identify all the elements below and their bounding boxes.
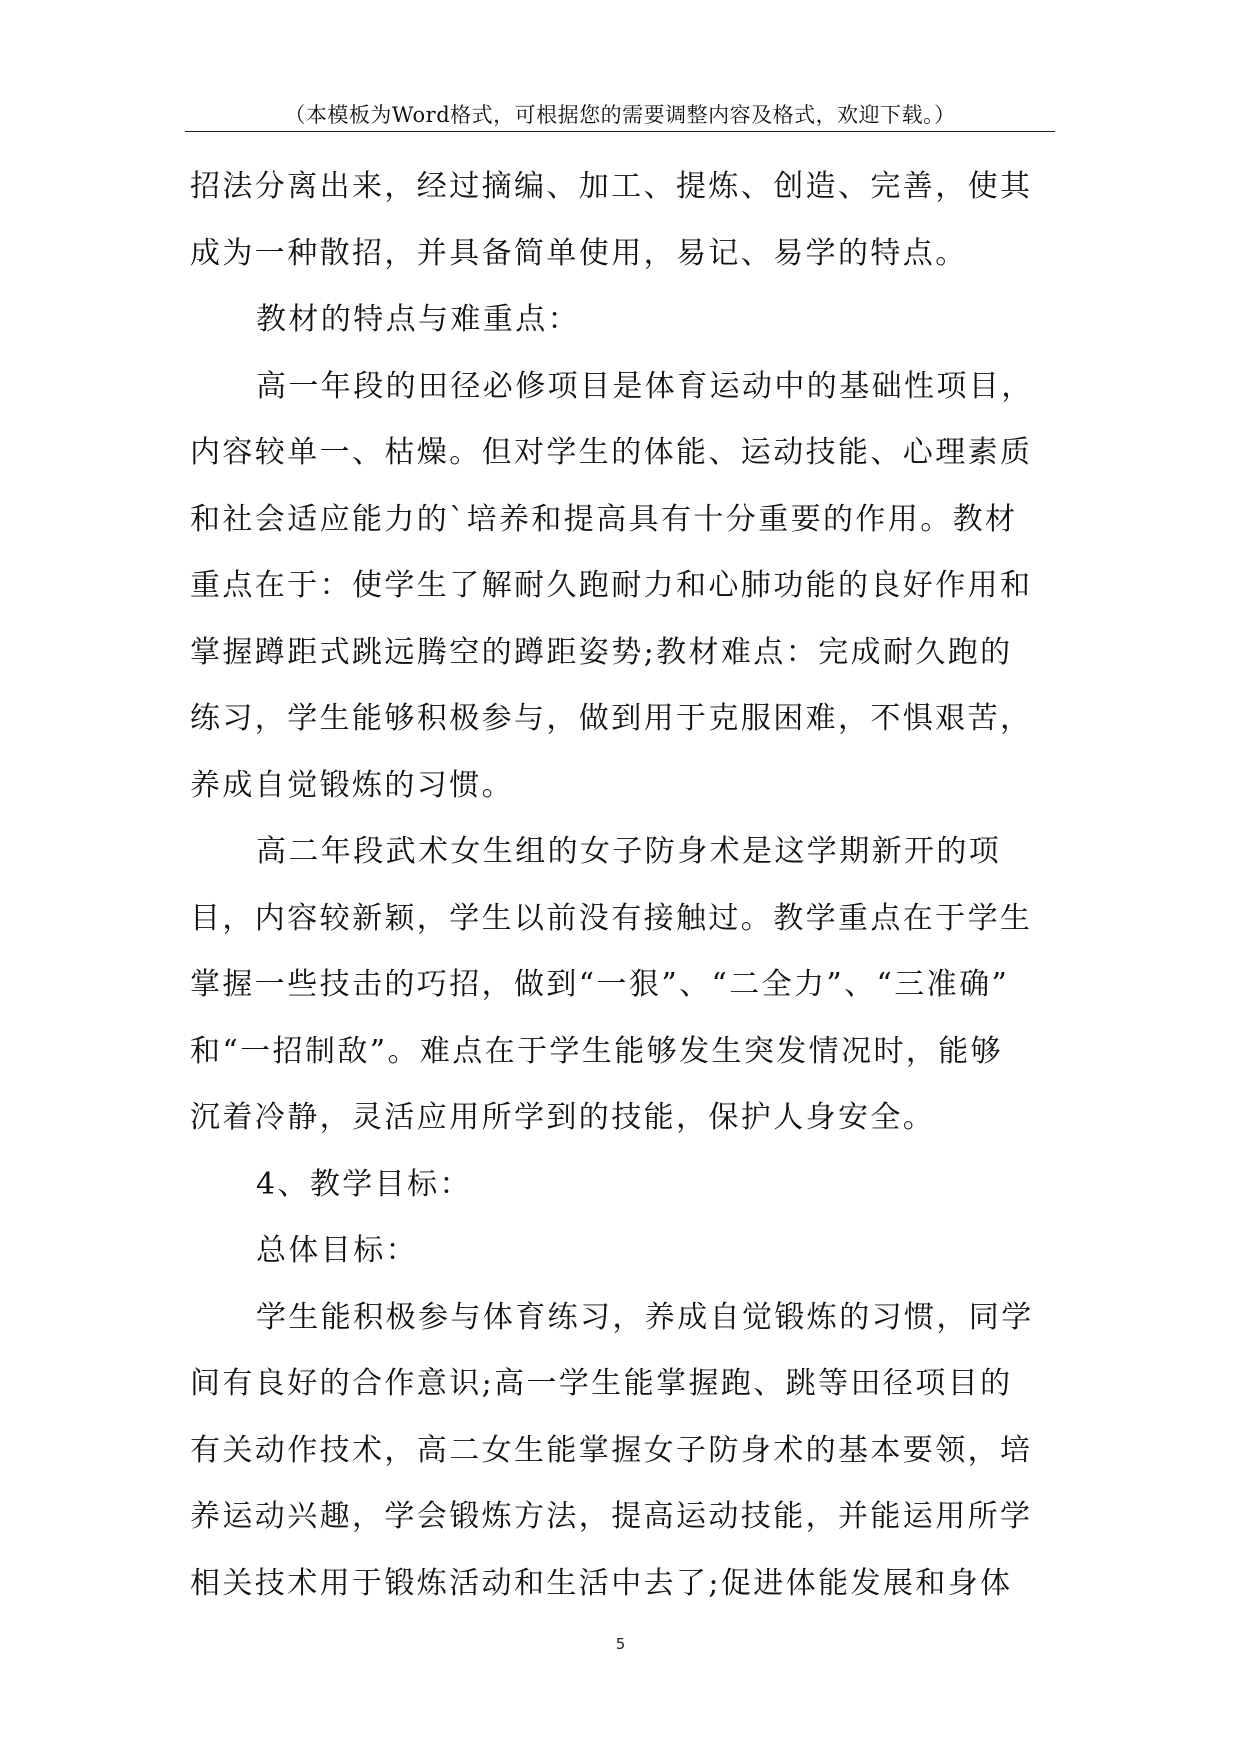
text-line: 招法分离出来，经过摘编、加工、提炼、创造、完善，使其 — [190, 169, 1033, 204]
text-line: 重点在于：使学生了解耐久跑耐力和心肺功能的良好作用和 — [190, 568, 1033, 603]
text-line: 间有良好的合作意识;高一学生能掌握跑、跳等田径项目的 — [190, 1366, 1013, 1401]
text-line: 相关技术用于锻炼活动和生活中去了;促进体能发展和身体 — [190, 1565, 1013, 1601]
header-note: （本模板为Word格式，可根据您的需要调整内容及格式，欢迎下载。） — [284, 103, 956, 127]
text-line: 养运动兴趣，学会锻炼方法，提高运动技能，并能运用所学 — [190, 1499, 1033, 1534]
text-line: 沉着冷静，灵活应用所学到的技能，保护人身安全。 — [190, 1100, 936, 1135]
text-line: 掌握蹲距式跳远腾空的蹲距姿势;教材难点：完成耐久跑的 — [190, 634, 1013, 670]
text-line: 和“一招制敌”。难点在于学生能够发生突发情况时，能够 — [190, 1033, 1004, 1069]
text-line: 掌握一些技击的巧招，做到“一狠”、“二全力”、“三准确” — [190, 967, 1010, 1002]
text-line: 高二年段武术女生组的女子防身术是这学期新开的项 — [256, 834, 1002, 869]
text-line: 总体目标： — [256, 1233, 418, 1268]
text-line: 目，内容较新颖，学生以前没有接触过。教学重点在于学生 — [190, 900, 1033, 936]
text-line: 教材的特点与难重点： — [256, 302, 580, 337]
header-divider — [185, 131, 1055, 132]
text-line: 高一年段的田径必修项目是体育运动中的基础性项目， — [256, 368, 1034, 404]
text-line: 和社会适应能力的`培养和提高具有十分重要的作用。教材 — [190, 501, 1018, 537]
text-line: 有关动作技术，高二女生能掌握女子防身术的基本要领，培 — [190, 1432, 1033, 1468]
text-line: 内容较单一、枯燥。但对学生的体能、运动技能、心理素质 — [190, 435, 1033, 470]
text-line: 养成自觉锻炼的习惯。 — [190, 767, 514, 803]
text-line: 练习，学生能够积极参与，做到用于克服困难，不惧艰苦， — [190, 701, 1033, 736]
text-line: 学生能积极参与体育练习，养成自觉锻炼的习惯，同学 — [256, 1299, 1034, 1335]
page-number: 5 — [615, 1635, 626, 1653]
document-body — [190, 154, 1070, 1617]
text-line: 4、教学目标： — [256, 1166, 472, 1202]
text-line: 成为一种散招，并具备简单使用，易记、易学的特点。 — [190, 235, 968, 271]
